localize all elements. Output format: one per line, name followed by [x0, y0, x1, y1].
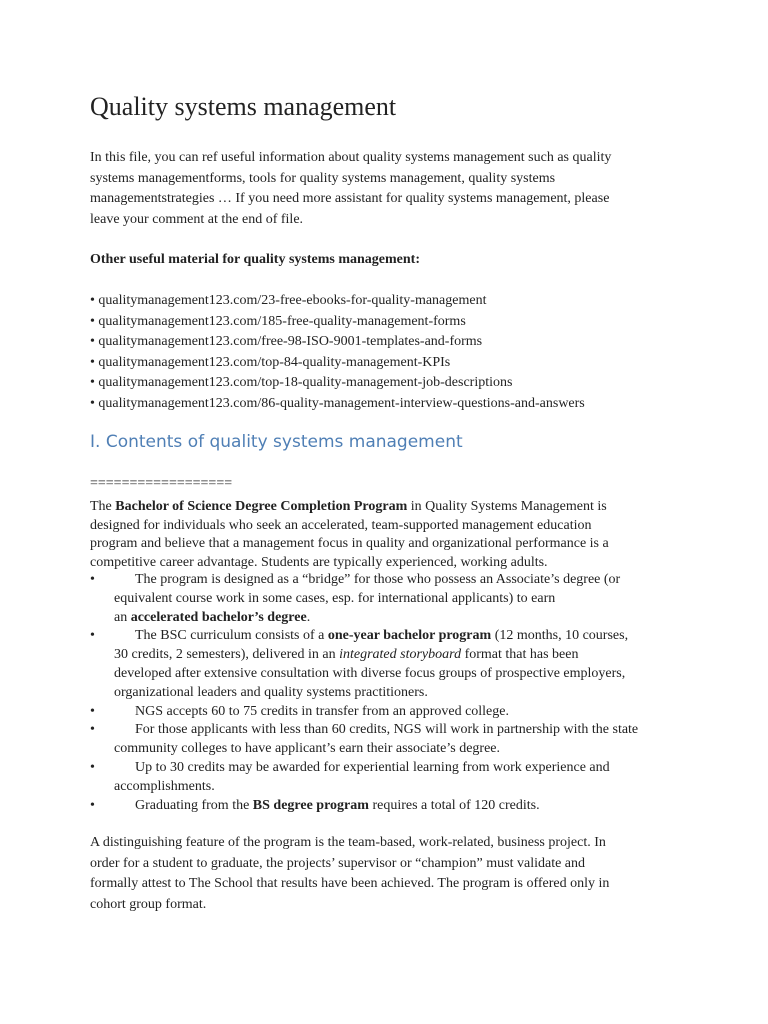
program-line-text: in Quality Systems Management is: [407, 499, 607, 514]
program-line-text: The: [90, 499, 116, 514]
program-line: competitive career advantage. Students are typically experienced, working adults.: [90, 554, 548, 570]
resource-link-list: [90, 291, 585, 415]
bullet-italic-text: integrated storyboard: [339, 647, 462, 663]
bullet-item: [90, 627, 700, 702]
bullet-icon: •: [90, 703, 95, 719]
bullet-icon: •: [90, 628, 95, 644]
bullet-text: requires a total of 120 credits.: [368, 797, 540, 813]
intro-line: systems managementforms, tools for quality systems management, quality systems: [90, 170, 556, 186]
program-bullet-list: [90, 571, 700, 815]
closing-line: cohort group format.: [90, 896, 207, 912]
bullet-icon: •: [90, 797, 95, 813]
bullet-text: format that has been: [461, 647, 579, 663]
bullet-text: an: [114, 609, 131, 625]
bullet-icon: •: [90, 722, 95, 738]
document-title: Quality systems management: [90, 92, 397, 121]
bullet-text: .: [306, 609, 311, 625]
bullet-line: community colleges to have applicant’s earn their associate’s degree.: [114, 741, 501, 757]
bullet-line: For those applicants with less than 60 credits, NGS will work in partnership with the state: [135, 722, 639, 738]
other-material-heading: Other useful material for quality systems management:: [90, 252, 420, 267]
resource-link[interactable]: • qualitymanagement123.com/top-84-quality-management-KPIs: [90, 354, 451, 370]
bullet-text: (12 months, 10 courses,: [491, 628, 629, 644]
bullet-item: [90, 759, 700, 797]
bullet-bold-text: accelerated bachelor’s degree: [130, 609, 307, 625]
intro-line: leave your comment at the end of file.: [90, 211, 304, 227]
resource-link[interactable]: • qualitymanagement123.com/free-98-ISO-9001-templates-and-forms: [90, 334, 483, 350]
program-line: designed for individuals who seek an accelerated, team-supported management education: [90, 517, 592, 533]
closing-line: A distinguishing feature of the program is the team-based, work-related, business project. In: [90, 835, 606, 850]
bullet-line: [114, 609, 700, 628]
bullet-line: [114, 646, 700, 665]
bullet-item: [90, 797, 700, 816]
resource-link[interactable]: • qualitymanagement123.com/86-quality-management-interview-questions-and-answers: [90, 395, 585, 411]
bullet-line: NGS accepts 60 to 75 credits in transfer from an approved college.: [135, 703, 509, 719]
program-line: program and believe that a management focus in quality and organizational performance is a: [90, 536, 609, 551]
bullet-text: The BSC curriculum consists of a: [135, 628, 328, 644]
bullet-line: The program is designed as a “bridge” for those who possess an Associate’s degree (or: [135, 572, 621, 587]
closing-paragraph: [90, 833, 690, 915]
bullet-line: developed after extensive consultation with diverse focus groups of prospective employers,: [114, 665, 626, 681]
closing-line: formally attest to The School that results have been achieved. The program is offered only in: [90, 876, 610, 891]
resource-link[interactable]: • qualitymanagement123.com/185-free-quality-management-forms: [90, 313, 466, 329]
bullet-text: 30 credits, 2 semesters), delivered in an: [114, 647, 340, 663]
intro-line: managementstrategies … If you need more assistant for quality systems management, please: [90, 191, 610, 206]
bullet-line: equivalent course work in some cases, esp. for international applicants) to earn: [114, 590, 556, 606]
bullet-line: [114, 797, 700, 816]
bullet-line: Up to 30 credits may be awarded for experiential learning from work experience and: [135, 759, 610, 775]
resource-link[interactable]: • qualitymanagement123.com/23-free-ebooks-for-quality-management: [90, 293, 487, 308]
bullet-item: [90, 721, 700, 759]
bullet-bold-text: BS degree program: [252, 797, 369, 813]
bullet-item: [90, 571, 700, 627]
bullet-bold-text: one-year bachelor program: [327, 628, 492, 644]
closing-line: order for a student to graduate, the projects’ supervisor or “champion” must validate and: [90, 855, 586, 871]
bullet-line: accomplishments.: [114, 778, 215, 794]
bullet-line: [114, 627, 700, 646]
bullet-icon: •: [90, 759, 95, 775]
separator-rule: ==================: [90, 476, 233, 491]
bullet-item: [90, 703, 700, 722]
program-paragraph: [90, 498, 690, 572]
section-heading: I. Contents of quality systems management: [90, 432, 463, 452]
program-name: Bachelor of Science Degree Completion Program: [115, 499, 408, 514]
bullet-text: Graduating from the: [135, 797, 253, 813]
bullet-icon: •: [90, 572, 95, 587]
program-line: [90, 498, 690, 517]
bullet-line: organizational leaders and quality systems practitioners.: [114, 684, 428, 700]
intro-paragraph: [90, 148, 670, 230]
resource-link[interactable]: • qualitymanagement123.com/top-18-quality-management-job-descriptions: [90, 375, 513, 391]
intro-line: In this file, you can ref useful information about quality systems management such as quality: [90, 150, 612, 165]
